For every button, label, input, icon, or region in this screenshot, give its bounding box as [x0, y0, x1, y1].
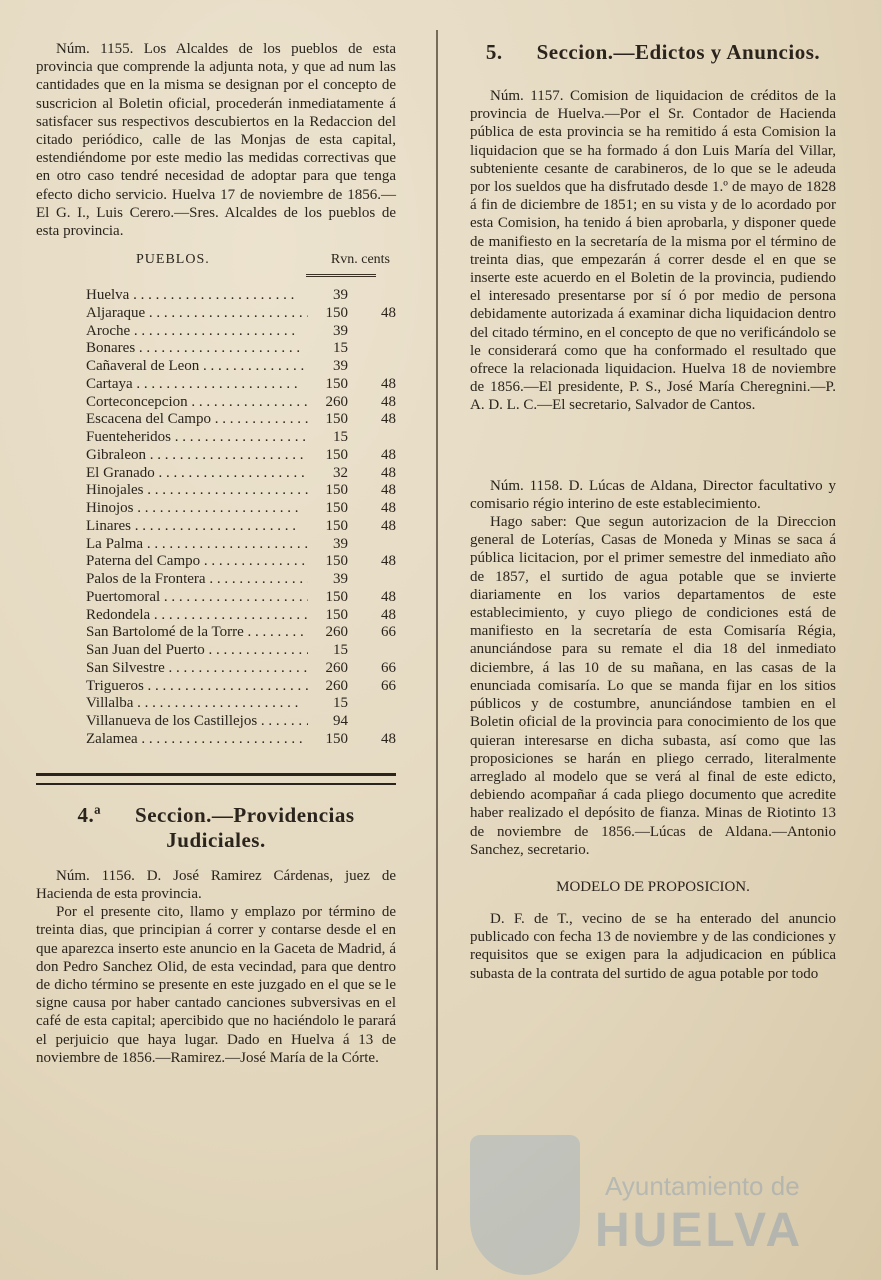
town-name: Linares . . . [86, 518, 308, 536]
town-row [86, 376, 396, 394]
town-cents [348, 713, 396, 731]
town-row [86, 624, 396, 642]
town-name: Trigueros . . . [86, 678, 308, 696]
town-name: Fuenteheridos . . . [86, 429, 308, 447]
town-name: Bonares . . . [86, 340, 308, 358]
town-name: Paterna del Campo . . . [86, 553, 308, 571]
town-cents: 66 [381, 659, 396, 676]
town-reales: 15 [333, 695, 348, 712]
town-name: Zalamea . . . [86, 731, 308, 749]
town-cents [348, 358, 396, 376]
watermark [470, 1135, 810, 1275]
town-cents [348, 429, 396, 447]
towns-header: PUEBLOS. [136, 252, 210, 268]
town-row [86, 411, 396, 429]
section-4-title: Seccion.—Providencias Judiciales. [135, 802, 355, 852]
notice-1156-body: Por el presente cito, llamo y emplazo por término de treinta dias, que principian á correr y contarse desde el en que aparezca inserto este anuncio en la Gaceta de Madrid, á don Pedro Sanchez Olid, de esta vecindad, para que dentro de dicho término se presente en este juzgado en el que se le signe causa por haber cantado canciones subversivas en el café de esta capital; apercibido que no haciéndolo le parará el perjuicio que haya lugar. Dado en Huelva á 13 de noviembre de 1856.—Ramirez.—José María de la Córte. [36, 904, 396, 1066]
town-cents [348, 323, 396, 341]
town-cents: 48 [381, 393, 396, 410]
section-5-number: 5. [485, 40, 503, 64]
town-row [86, 678, 396, 696]
town-cents: 48 [381, 500, 396, 517]
town-row [86, 287, 396, 305]
town-row [86, 500, 396, 518]
notice-1157: Núm. 1157. Comision de liquidacion de créditos de la provincia de Huelva.—Por el Sr. Contador de Hacienda pública de esta provincia se ha remitido á esta Comision la liquidacion que se ha formado á don Luis María del Villar, subteniente cesante de carabineros, de lo que se le adeuda por los sueldos que ha disfrutado desde 1.º de mayo de 1828 á fin de diciembre de 1851; en su vista y de lo acordado por esta Comision, ha tenido á bien aprobarla, y disponer quede de manifiesto en la secretaría de la misma por el término de treinta dias, que empezarán á correr desde el en que se inserte este acuerdo en el Boletin de la provincia, pudiendo el interesado presentarse por sí ó por medio de persona debidamente autorizada á examinar dicha liquidacion dentro del citado término, en el concepto de que no verificándolo se le considerará como que ha conformado el resultado que ofrece la relacionada liquidacion. Huelva 18 de noviembre de 1856.—El presidente, P. S., José María Cheregnini.—P. A. D. L. C.—El secretario, Salvador de Cantos. [470, 88, 836, 414]
notice-1156-heading: Núm. 1156. D. José Ramirez Cárdenas, juez de Hacienda de esta provincia. [36, 867, 396, 902]
model-text: D. F. de T., vecino de se ha enterado del anuncio publicado con fecha 13 de noviembre y de las condiciones y requisitos que se exigen para la adjudicacion en pública subasta de la contrata del surtido de agua potable por todo [470, 910, 836, 982]
left-column [36, 40, 396, 1067]
notice-1155: Núm. 1155. Los Alcaldes de los pueblos de esta provincia que comprende la adjunta nota, y que ad num las cantidades que en la misma se designan por el concepto de suscricion al Boletin oficial, procederán inmediatamente á satisfacer sus respectivos descubiertos en la Redaccion del citado periódico, calle de las Monjas de esta capital, estendiéndome por este medio las medidas correctivas que en otro caso tendré necesidad de adoptar para que tenga efecto dicho servicio. Huelva 17 de noviembre de 1856.—El G. I., Luis Cerero.—Sres. Alcaldes de los pueblos de esta provincia. [36, 41, 396, 240]
town-name: Palos de la Frontera . . . [86, 571, 308, 589]
town-name: Hinojales . . . [86, 482, 308, 500]
watermark-line-1: Ayuntamiento de [605, 1171, 800, 1201]
notice-1158-heading: Núm. 1158. D. Lúcas de Aldana, Director facultativo y comisario régio interino de este establecimiento. [470, 477, 836, 512]
town-cents: 66 [381, 677, 396, 694]
town-row [86, 340, 396, 358]
town-cents [348, 536, 396, 554]
town-reales: 150 [325, 482, 348, 499]
town-reales: 260 [325, 393, 348, 410]
coat-of-arms-icon [470, 1135, 580, 1275]
town-row [86, 589, 396, 607]
town-row [86, 323, 396, 341]
town-reales: 39 [333, 322, 348, 339]
town-name: San Bartolomé de la Torre . . . [86, 624, 308, 642]
town-reales: 150 [325, 588, 348, 605]
town-reales: 150 [325, 553, 348, 570]
town-row [86, 429, 396, 447]
town-reales: 150 [325, 730, 348, 747]
town-name: San Silvestre . . . [86, 660, 308, 678]
amount-header: Rvn. cents [330, 252, 390, 268]
town-cents [348, 695, 396, 713]
town-row [86, 660, 396, 678]
town-reales: 260 [325, 677, 348, 694]
town-cents: 48 [381, 588, 396, 605]
town-reales: 39 [333, 571, 348, 588]
town-cents: 48 [381, 482, 396, 499]
town-reales: 150 [325, 517, 348, 534]
table-header [36, 252, 396, 268]
town-cents [348, 287, 396, 305]
town-row [86, 571, 396, 589]
town-name: Cañaveral de Leon . . . [86, 358, 308, 376]
town-reales: 150 [325, 606, 348, 623]
section-4-number: 4.ª [77, 802, 102, 827]
town-reales: 32 [333, 464, 348, 481]
town-reales: 39 [333, 358, 348, 375]
town-reales: 150 [325, 304, 348, 321]
town-name: San Juan del Puerto . . . [86, 642, 308, 660]
town-reales: 39 [333, 287, 348, 304]
town-cents: 48 [381, 606, 396, 623]
town-name: Corteconcepcion . . . [86, 394, 308, 412]
town-cents: 48 [381, 517, 396, 534]
town-name: El Granado . . . [86, 465, 308, 483]
town-cents: 48 [381, 464, 396, 481]
town-reales: 260 [325, 659, 348, 676]
town-reales: 150 [325, 411, 348, 428]
section-5-heading [470, 40, 836, 65]
town-cents [348, 340, 396, 358]
town-reales: 15 [333, 429, 348, 446]
header-rule [306, 274, 376, 277]
town-cents: 66 [381, 624, 396, 641]
town-name: Villalba . . . [86, 695, 308, 713]
town-name: Hinojos . . . [86, 500, 308, 518]
town-row [86, 465, 396, 483]
town-cents [348, 571, 396, 589]
town-reales: 15 [333, 642, 348, 659]
town-reales: 150 [325, 446, 348, 463]
town-name: Aroche . . . [86, 323, 308, 341]
town-row [86, 518, 396, 536]
town-name: Aljaraque . . . [86, 305, 308, 323]
town-row [86, 358, 396, 376]
town-reales: 94 [333, 713, 348, 730]
section-4-heading [36, 803, 396, 853]
town-row [86, 731, 396, 749]
town-reales: 39 [333, 535, 348, 552]
section-divider [36, 773, 396, 785]
town-row [86, 447, 396, 465]
town-row [86, 713, 396, 731]
town-name: Gibraleon . . . [86, 447, 308, 465]
watermark-line-2: HUELVA [595, 1204, 804, 1257]
town-reales: 15 [333, 340, 348, 357]
town-name: Escacena del Campo . . . [86, 411, 308, 429]
town-cents: 48 [381, 553, 396, 570]
town-reales: 260 [325, 624, 348, 641]
town-name: Huelva . . . [86, 287, 308, 305]
column-divider [436, 30, 438, 1270]
town-row [86, 305, 396, 323]
town-name: La Palma . . . [86, 536, 308, 554]
town-reales: 150 [325, 375, 348, 392]
towns-table [86, 287, 396, 749]
town-cents: 48 [381, 446, 396, 463]
town-name: Puertomoral . . . [86, 589, 308, 607]
town-name: Redondela . . . [86, 607, 308, 625]
town-row [86, 695, 396, 713]
town-row [86, 642, 396, 660]
section-5-title: Seccion.—Edictos y Anuncios. [536, 40, 821, 64]
right-column [470, 40, 836, 983]
town-row [86, 394, 396, 412]
town-cents: 48 [381, 304, 396, 321]
town-row [86, 607, 396, 625]
town-cents [348, 642, 396, 660]
town-name: Villanueva de los Castillejos . . . [86, 713, 308, 731]
town-cents: 48 [381, 730, 396, 747]
town-row [86, 536, 396, 554]
notice-1158-body: Hago saber: Que segun autorizacion de la Direccion general de Loterías, Casas de Moneda y Minas se saca á pública licitacion, por el primer semestre del inmediato año de 1857, el surtido de agua potable que se invierte diariamente en los varios departamentos de este establecimiento, y cuyo pliego de condiciones está de manifiesto en la secretaría de esta Comisaría Régia, anunciándose para su remate el dia 18 del inmediato diciembre, á las 10 de su mañana, en las casas de la enunciada comisaría. Lo que se manda fijar en los sitios públicos y de costumbre, anunciándose tambien en el Boletin oficial de la provincia para conocimiento de los que quieran interesarse en dicha subasta, así como que las proposiciones se harán en pliego cerrado, literalmente arreglado al modelo que se verá al final de este edicto, debiendo acompañar á cada pliego documento que acredite haber realizado el depósito de fianza. Minas de Riotinto 13 de noviembre de 1856.—Lúcas de Aldana.—Antonio Sanchez, secretario. [470, 514, 836, 858]
town-row [86, 553, 396, 571]
town-cents: 48 [381, 375, 396, 392]
town-name: Cartaya . . . [86, 376, 308, 394]
town-row [86, 482, 396, 500]
model-title: MODELO DE PROPOSICION. [556, 878, 750, 895]
town-cents: 48 [381, 411, 396, 428]
town-reales: 150 [325, 500, 348, 517]
